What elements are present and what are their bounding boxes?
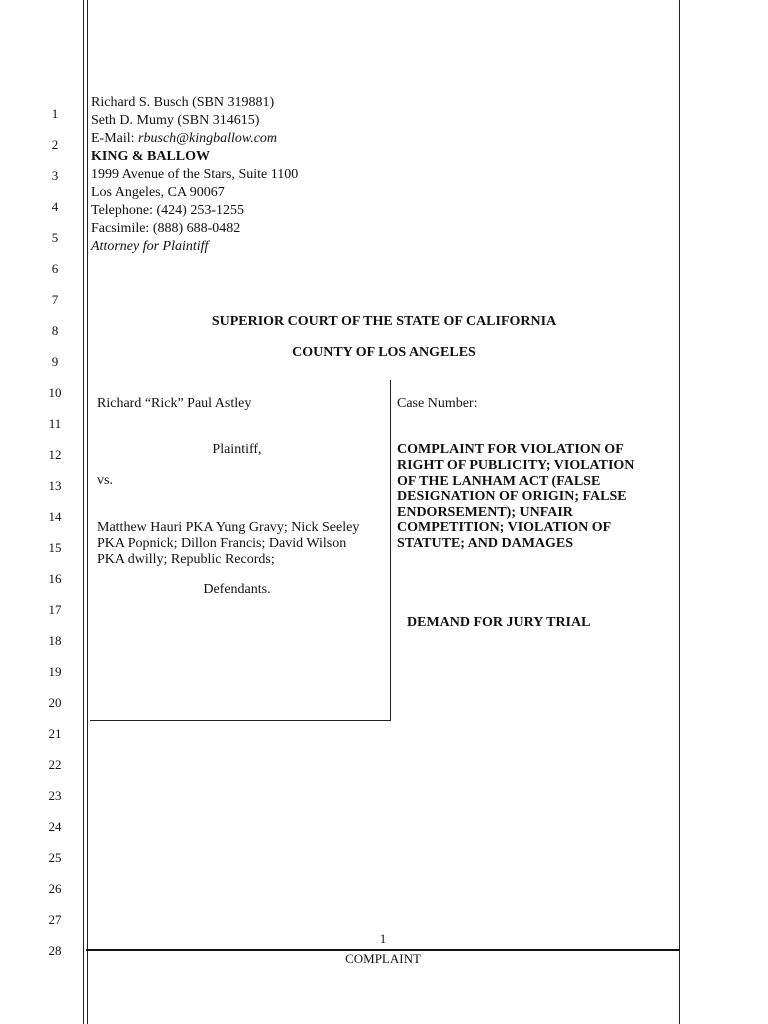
complaint-title-line: COMPETITION; VIOLATION OF bbox=[397, 520, 612, 535]
defendants-line-3: PKA dwilly; Republic Records; bbox=[97, 552, 275, 567]
complaint-title-line: DESIGNATION OF ORIGIN; FALSE bbox=[397, 489, 627, 504]
court-county: COUNTY OF LOS ANGELES bbox=[292, 345, 476, 360]
attorney-block bbox=[91, 94, 298, 256]
line-number: 9 bbox=[51, 354, 59, 369]
line-number: 4 bbox=[51, 199, 59, 214]
line-number: 23 bbox=[48, 788, 62, 803]
line-number: 24 bbox=[48, 819, 62, 834]
versus: vs. bbox=[97, 473, 113, 488]
plaintiff-label: Plaintiff, bbox=[212, 442, 262, 457]
page-number: 1 bbox=[379, 931, 387, 946]
firm-name: KING & BALLOW bbox=[91, 149, 211, 164]
email-link[interactable]: rbusch@kingballow.com bbox=[138, 131, 278, 146]
attorney-role: Attorney for Plaintiff bbox=[91, 239, 209, 254]
complaint-title-line: COMPLAINT FOR VIOLATION OF bbox=[397, 442, 624, 457]
line-number: 25 bbox=[48, 850, 62, 865]
line-number: 15 bbox=[48, 540, 62, 555]
line-number: 20 bbox=[48, 695, 62, 710]
telephone: Telephone: (424) 253-1255 bbox=[91, 203, 244, 218]
complaint-title-line: STATUTE; AND DAMAGES bbox=[397, 536, 574, 551]
line-number: 5 bbox=[51, 230, 59, 245]
attorney-name-1: Richard S. Busch (SBN 319881) bbox=[91, 95, 275, 110]
line-number: 13 bbox=[48, 478, 62, 493]
address-line-1: 1999 Avenue of the Stars, Suite 1100 bbox=[91, 167, 299, 182]
left-margin-line-outer bbox=[83, 0, 84, 1024]
line-number: 11 bbox=[48, 416, 62, 431]
line-number: 26 bbox=[48, 881, 62, 896]
complaint-title-line: ENDORSEMENT); UNFAIR bbox=[397, 505, 573, 520]
line-number: 3 bbox=[51, 168, 59, 183]
line-number: 16 bbox=[48, 571, 62, 586]
line-number: 27 bbox=[48, 912, 62, 927]
line-number: 28 bbox=[48, 943, 62, 958]
line-number: 21 bbox=[48, 726, 62, 741]
line-number: 14 bbox=[48, 509, 62, 524]
defendants-line-1: Matthew Hauri PKA Yung Gravy; Nick Seeley bbox=[97, 520, 360, 535]
line-number: 7 bbox=[51, 292, 59, 307]
complaint-title-line: OF THE LANHAM ACT (FALSE bbox=[397, 474, 601, 489]
line-number: 22 bbox=[48, 757, 62, 772]
jury-demand: DEMAND FOR JURY TRIAL bbox=[407, 615, 591, 630]
line-number: 17 bbox=[48, 602, 62, 617]
facsimile: Facsimile: (888) 688-0482 bbox=[91, 221, 241, 236]
email-line bbox=[91, 130, 298, 148]
court-name: SUPERIOR COURT OF THE STATE OF CALIFORNIA bbox=[211, 314, 557, 329]
defendants-line-2: PKA Popnick; Dillon Francis; David Wilson bbox=[97, 536, 347, 551]
line-number: 10 bbox=[48, 385, 62, 400]
footer-title: COMPLAINT bbox=[345, 951, 421, 966]
line-number: 19 bbox=[48, 664, 62, 679]
line-number: 2 bbox=[51, 137, 59, 152]
attorney-name-2: Seth D. Mumy (SBN 314615) bbox=[91, 113, 260, 128]
line-number: 1 bbox=[51, 106, 59, 121]
line-number: 18 bbox=[48, 633, 62, 648]
line-number: 12 bbox=[48, 447, 62, 462]
line-number: 8 bbox=[51, 323, 59, 338]
right-margin-line bbox=[679, 0, 680, 1024]
email-label: E-Mail: bbox=[91, 131, 139, 146]
line-number: 6 bbox=[51, 261, 59, 276]
address-line-2: Los Angeles, CA 90067 bbox=[91, 185, 225, 200]
case-number-label: Case Number: bbox=[397, 396, 478, 411]
left-margin-line-inner bbox=[87, 0, 88, 1024]
plaintiff-name: Richard “Rick” Paul Astley bbox=[97, 396, 252, 411]
complaint-title-line: RIGHT OF PUBLICITY; VIOLATION bbox=[397, 458, 635, 473]
defendants-label: Defendants. bbox=[203, 582, 271, 597]
